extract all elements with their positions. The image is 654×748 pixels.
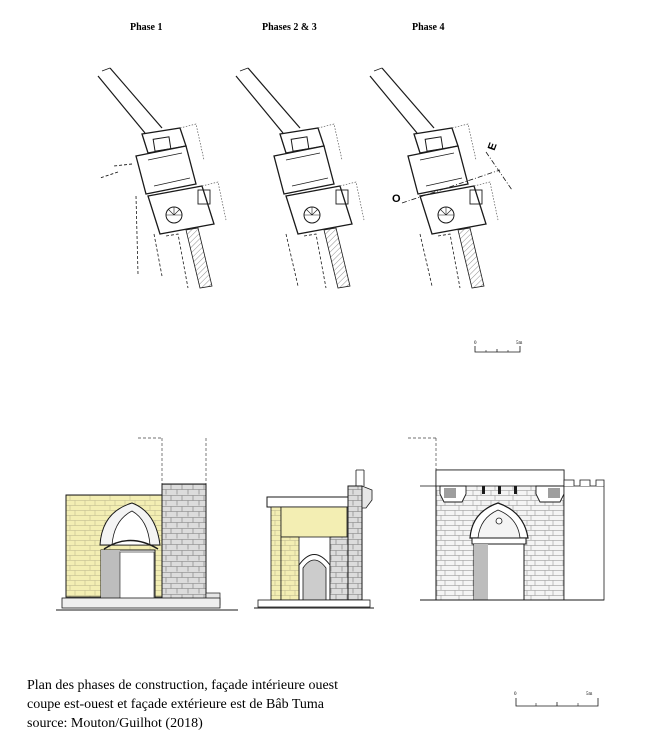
phase-1-title: Phase 1	[130, 22, 163, 33]
caption-line-2: coupe est-ouest et façade extérieure est de Bâb Tuma	[27, 697, 325, 712]
scale-elevations-start: 0	[514, 692, 517, 697]
scale-bar-plans	[474, 341, 523, 352]
caption-line-1: Plan des phases de construction, façade intérieure ouest	[27, 678, 339, 693]
section-west-label: O	[392, 193, 401, 205]
section-east-label: E	[485, 141, 500, 153]
scale-bar-elevations	[514, 692, 598, 706]
figure-caption	[27, 676, 407, 733]
plan-phase-4	[370, 68, 498, 288]
scale-elevations-end: 5m	[586, 692, 593, 697]
scale-plans-start: 0	[474, 341, 477, 346]
scale-plans-end: 5m	[516, 341, 523, 346]
section-east-west	[254, 470, 374, 608]
phase-4-title: Phase 4	[412, 22, 445, 33]
plan-phases-2-3	[236, 68, 364, 288]
caption-source: source: Mouton/Guilhot (2018)	[27, 716, 203, 731]
elevation-east-facade	[408, 438, 604, 600]
phase-2-3-title: Phases 2 & 3	[262, 22, 317, 33]
plan-phase-1	[98, 68, 226, 288]
elevation-west-facade	[56, 438, 238, 610]
